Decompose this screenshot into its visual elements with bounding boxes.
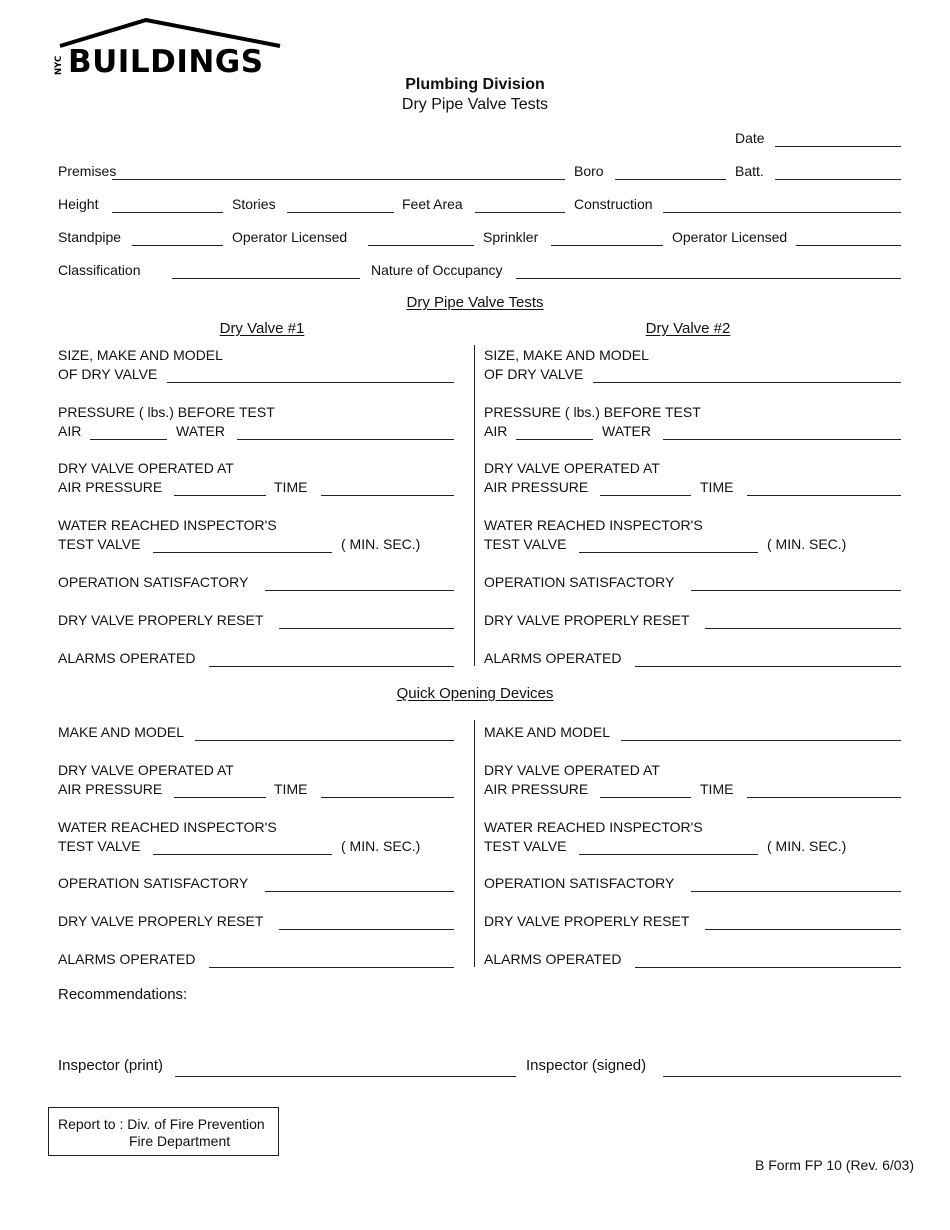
dry-valve-2-heading: Dry Valve #2 bbox=[645, 320, 731, 337]
test-valve-label: TEST VALVE bbox=[484, 536, 567, 552]
properly-reset-label: DRY VALVE PROPERLY RESET bbox=[484, 913, 690, 929]
sprinkler-operator-field[interactable] bbox=[796, 245, 901, 246]
alarms-operated-field[interactable] bbox=[635, 967, 901, 968]
sprinkler-label: Sprinkler bbox=[483, 229, 539, 245]
operation-satisfactory-label: OPERATION SATISFACTORY bbox=[484, 574, 675, 590]
feet-area-field[interactable] bbox=[475, 212, 565, 213]
dry-pipe-section-heading: Dry Pipe Valve Tests bbox=[406, 294, 544, 311]
height-field[interactable] bbox=[112, 212, 223, 213]
batt-field[interactable] bbox=[775, 179, 901, 180]
operated-time-field[interactable] bbox=[747, 797, 901, 798]
air-label: AIR bbox=[484, 423, 508, 439]
properly-reset-field[interactable] bbox=[705, 929, 901, 930]
properly-reset-field[interactable] bbox=[279, 628, 454, 629]
test-valve-label: TEST VALVE bbox=[484, 838, 567, 854]
air-pressure-label: AIR PRESSURE bbox=[484, 479, 589, 495]
column-divider-quick bbox=[474, 720, 475, 967]
size-make-model-label: SIZE, MAKE AND MODEL bbox=[58, 347, 223, 363]
column-divider-dry bbox=[474, 345, 475, 666]
standpipe-field[interactable] bbox=[132, 245, 223, 246]
operated-time-field[interactable] bbox=[321, 495, 454, 496]
form-title: Dry Pipe Valve Tests bbox=[401, 96, 549, 113]
operated-air-pressure-field[interactable] bbox=[174, 797, 266, 798]
nature-of-occupancy-field[interactable] bbox=[516, 278, 901, 279]
alarms-operated-label: ALARMS OPERATED bbox=[58, 951, 196, 967]
report-to-label: Report to : Div. of Fire Prevention bbox=[58, 1116, 265, 1132]
make-and-model-label: MAKE AND MODEL bbox=[484, 724, 611, 740]
dry-valve-operated-label: DRY VALVE OPERATED AT bbox=[58, 762, 234, 778]
operation-satisfactory-field[interactable] bbox=[691, 891, 901, 892]
inspector-print-label: Inspector (print) bbox=[58, 1057, 164, 1074]
size-make-model-field[interactable] bbox=[593, 382, 901, 383]
water-reached-label: WATER REACHED INSPECTOR'S bbox=[484, 819, 703, 835]
classification-label: Classification bbox=[58, 262, 141, 278]
operation-satisfactory-field[interactable] bbox=[691, 590, 901, 591]
make-and-model-field[interactable] bbox=[195, 740, 454, 741]
min-sec-label: ( MIN. SEC.) bbox=[767, 838, 847, 854]
water-label: WATER bbox=[602, 423, 651, 439]
alarms-operated-label: ALARMS OPERATED bbox=[484, 951, 622, 967]
water-pressure-before-field[interactable] bbox=[663, 439, 901, 440]
operation-satisfactory-field[interactable] bbox=[265, 891, 454, 892]
properly-reset-field[interactable] bbox=[705, 628, 901, 629]
boro-label: Boro bbox=[574, 163, 604, 179]
sprinkler-field[interactable] bbox=[551, 245, 663, 246]
premises-field[interactable] bbox=[112, 179, 565, 180]
make-and-model-label: MAKE AND MODEL bbox=[58, 724, 185, 740]
stories-field[interactable] bbox=[287, 212, 394, 213]
air-pressure-before-field[interactable] bbox=[90, 439, 167, 440]
recommendations-label: Recommendations: bbox=[58, 986, 188, 1003]
alarms-operated-label: ALARMS OPERATED bbox=[484, 650, 622, 666]
test-valve-field[interactable] bbox=[579, 552, 758, 553]
test-valve-label: TEST VALVE bbox=[58, 536, 141, 552]
air-pressure-label: AIR PRESSURE bbox=[484, 781, 589, 797]
premises-label: Premises bbox=[58, 163, 117, 179]
dry-valve-operated-label: DRY VALVE OPERATED AT bbox=[484, 460, 660, 476]
logo-buildings: BUILDINGS bbox=[68, 44, 264, 80]
properly-reset-label: DRY VALVE PROPERLY RESET bbox=[58, 612, 264, 628]
operation-satisfactory-label: OPERATION SATISFACTORY bbox=[484, 875, 675, 891]
water-reached-label: WATER REACHED INSPECTOR'S bbox=[484, 517, 703, 533]
air-label: AIR bbox=[58, 423, 82, 439]
construction-field[interactable] bbox=[663, 212, 901, 213]
time-label: TIME bbox=[274, 479, 308, 495]
alarms-operated-label: ALARMS OPERATED bbox=[58, 650, 196, 666]
alarms-operated-field[interactable] bbox=[209, 666, 454, 667]
standpipe-operator-field[interactable] bbox=[368, 245, 474, 246]
construction-label: Construction bbox=[574, 196, 653, 212]
pressure-before-test-label: PRESSURE ( lbs.) BEFORE TEST bbox=[484, 404, 701, 420]
test-valve-field[interactable] bbox=[153, 854, 332, 855]
report-to-box bbox=[48, 1107, 279, 1156]
pressure-before-test-label: PRESSURE ( lbs.) BEFORE TEST bbox=[58, 404, 275, 420]
operation-satisfactory-field[interactable] bbox=[265, 590, 454, 591]
dry-valve-operated-label: DRY VALVE OPERATED AT bbox=[484, 762, 660, 778]
operation-satisfactory-label: OPERATION SATISFACTORY bbox=[58, 875, 249, 891]
sprinkler-operator-label: Operator Licensed bbox=[672, 229, 788, 245]
air-pressure-before-field[interactable] bbox=[516, 439, 593, 440]
air-pressure-label: AIR PRESSURE bbox=[58, 781, 163, 797]
operated-air-pressure-field[interactable] bbox=[600, 495, 691, 496]
of-dry-valve-label: OF DRY VALVE bbox=[58, 366, 158, 382]
feet-area-label: Feet Area bbox=[402, 196, 463, 212]
water-reached-label: WATER REACHED INSPECTOR'S bbox=[58, 819, 277, 835]
test-valve-field[interactable] bbox=[579, 854, 758, 855]
date-field[interactable] bbox=[775, 146, 901, 147]
time-label: TIME bbox=[700, 479, 734, 495]
min-sec-label: ( MIN. SEC.) bbox=[767, 536, 847, 552]
alarms-operated-field[interactable] bbox=[635, 666, 901, 667]
logo-nyc: NYC bbox=[54, 55, 64, 75]
properly-reset-label: DRY VALVE PROPERLY RESET bbox=[58, 913, 264, 929]
operation-satisfactory-label: OPERATION SATISFACTORY bbox=[58, 574, 249, 590]
nature-of-occupancy-label: Nature of Occupancy bbox=[371, 262, 503, 278]
time-label: TIME bbox=[700, 781, 734, 797]
properly-reset-label: DRY VALVE PROPERLY RESET bbox=[484, 612, 690, 628]
date-label: Date bbox=[735, 130, 765, 146]
water-pressure-before-field[interactable] bbox=[237, 439, 454, 440]
standpipe-label: Standpipe bbox=[58, 229, 122, 245]
operated-air-pressure-field[interactable] bbox=[174, 495, 266, 496]
make-and-model-field[interactable] bbox=[621, 740, 901, 741]
size-make-model-field[interactable] bbox=[167, 382, 454, 383]
standpipe-operator-label: Operator Licensed bbox=[232, 229, 348, 245]
quick-opening-section-heading: Quick Opening Devices bbox=[396, 685, 554, 702]
min-sec-label: ( MIN. SEC.) bbox=[341, 536, 421, 552]
operated-time-field[interactable] bbox=[321, 797, 454, 798]
time-label: TIME bbox=[274, 781, 308, 797]
water-reached-label: WATER REACHED INSPECTOR'S bbox=[58, 517, 277, 533]
properly-reset-field[interactable] bbox=[279, 929, 454, 930]
boro-field[interactable] bbox=[615, 179, 726, 180]
height-label: Height bbox=[58, 196, 99, 212]
of-dry-valve-label: OF DRY VALVE bbox=[484, 366, 584, 382]
air-pressure-label: AIR PRESSURE bbox=[58, 479, 163, 495]
alarms-operated-field[interactable] bbox=[209, 967, 454, 968]
test-valve-field[interactable] bbox=[153, 552, 332, 553]
size-make-model-label: SIZE, MAKE AND MODEL bbox=[484, 347, 649, 363]
inspector-print-field[interactable] bbox=[175, 1076, 516, 1077]
batt-label: Batt. bbox=[735, 163, 764, 179]
stories-label: Stories bbox=[232, 196, 276, 212]
test-valve-label: TEST VALVE bbox=[58, 838, 141, 854]
dry-valve-operated-label: DRY VALVE OPERATED AT bbox=[58, 460, 234, 476]
operated-time-field[interactable] bbox=[747, 495, 901, 496]
classification-field[interactable] bbox=[172, 278, 360, 279]
inspector-signed-field[interactable] bbox=[663, 1076, 901, 1077]
dry-valve-1-heading: Dry Valve #1 bbox=[219, 320, 305, 337]
fire-department-label: Fire Department bbox=[129, 1133, 231, 1149]
water-label: WATER bbox=[176, 423, 225, 439]
min-sec-label: ( MIN. SEC.) bbox=[341, 838, 421, 854]
inspector-signed-label: Inspector (signed) bbox=[526, 1057, 647, 1074]
operated-air-pressure-field[interactable] bbox=[600, 797, 691, 798]
division-title: Plumbing Division bbox=[405, 76, 545, 93]
form-number: B Form FP 10 (Rev. 6/03) bbox=[755, 1157, 914, 1173]
